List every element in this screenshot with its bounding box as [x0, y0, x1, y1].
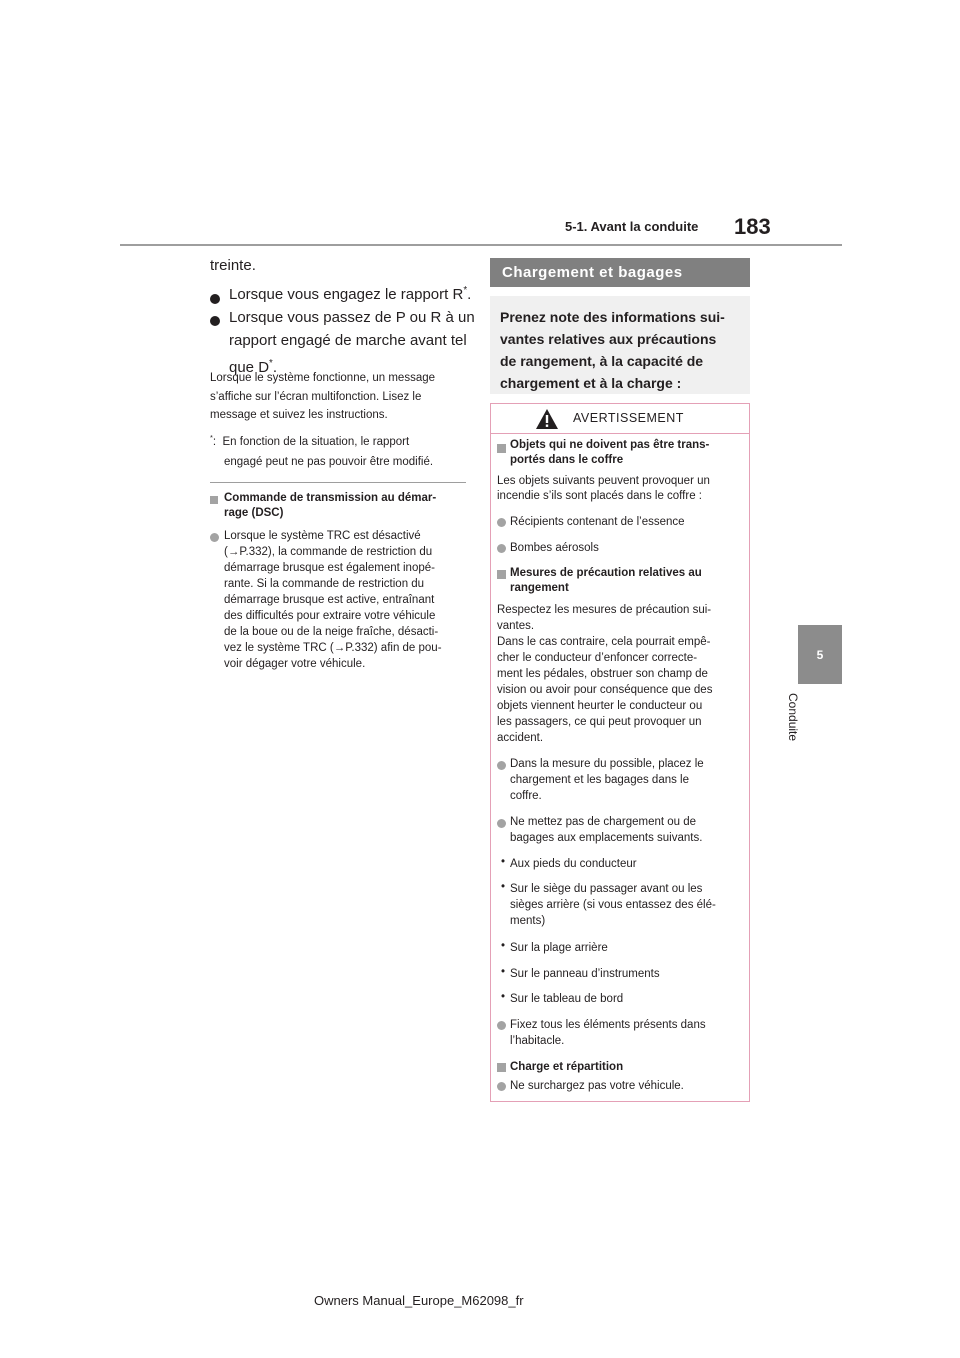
page-number: 183	[734, 214, 771, 239]
location-item: Sur le panneau d’instruments	[510, 968, 660, 980]
circle-bullet-icon	[210, 533, 219, 542]
circle-bullet-icon	[497, 544, 506, 553]
circle-bullet-icon	[497, 819, 506, 828]
warning-triangle-icon	[535, 408, 559, 430]
square-bullet-icon	[497, 570, 506, 579]
warning-text: Respectez les mesures de précaution sui- vantes. Dans le cas contraire, cela pourrait empê- cher le conducteur d’enfoncer correcte- ment les pédales, obstruer son champ de vision ou avoir pour conséquence que des objets viennent heurter le conducteur ou les passagers, ce qui peut provoquer un accident.	[497, 604, 713, 744]
warning-subheading: Charge et répartition	[510, 1061, 624, 1073]
dot-marker: •	[501, 991, 506, 1003]
warning-list-item: Ne mettez pas de chargement ou de bagages aux emplacements suivants.	[510, 816, 703, 844]
warning-subheading: Mesures de précaution relatives au rangement	[510, 567, 702, 594]
chapter-tab	[798, 625, 842, 684]
footer-doc-id: Owners Manual_Europe_M62098_fr	[314, 1293, 524, 1308]
warning-text: Les objets suivants peuvent provoquer un incendie s’ils sont placés dans le coffre :	[497, 475, 710, 502]
warning-title: AVERTISSEMENT	[573, 411, 684, 425]
dsc-paragraph: Lorsque le système TRC est désactivé (→P.332), la commande de restriction du démarrage brusque est également inopé- rante. Si la commande de restriction du démarrage brusque est active, entraînant des difficultés pour extraire votre véhicule de la boue ou de la neige fraîche, désacti- vez le système TRC (→P.332) afin de pou- voir dégager votre véhicule.	[224, 530, 442, 670]
intro-box	[490, 296, 750, 394]
footnote: *: En fonction de la situation, le rapport engagé peut ne pas pouvoir être modifié.	[210, 433, 434, 468]
dot-marker: •	[501, 966, 506, 978]
dot-marker: •	[501, 856, 506, 868]
warning-box	[490, 403, 750, 1102]
warning-list-item: Ne surchargez pas votre véhicule.	[510, 1080, 684, 1092]
chapter-number: 5	[816, 647, 824, 662]
warning-list-item: Fixez tous les éléments présents dans l’habitacle.	[510, 1019, 706, 1047]
section-heading: Chargement et bagages	[490, 258, 750, 287]
warning-list-item: Bombes aérosols	[510, 542, 599, 554]
continuation-text: treinte.	[210, 257, 256, 274]
location-item: Aux pieds du conducteur	[510, 858, 637, 870]
warning-header	[491, 404, 749, 434]
section-divider	[210, 482, 466, 483]
chapter-title: Conduite	[786, 693, 800, 742]
warning-list-item: Dans la mesure du possible, placez le chargement et les bagages dans le coffre.	[510, 758, 704, 802]
bullet-item-forward: Lorsque vous passez de P ou R à un rapport engagé de marche avant tel que D*.	[229, 309, 475, 376]
dot-marker: •	[501, 940, 506, 952]
square-bullet-icon	[210, 496, 218, 504]
section-label: 5-1. Avant la conduite	[565, 219, 699, 234]
header-rule	[120, 244, 842, 246]
chapter-title-wrap	[786, 693, 806, 763]
location-item: Sur la plage arrière	[510, 942, 608, 954]
intro-text: Prenez note des informations sui- vantes relatives aux précautions de rangement, à la capacité de chargement et à la charge :	[500, 309, 725, 391]
bullet-icon	[210, 294, 220, 304]
dot-marker: •	[501, 881, 506, 893]
circle-bullet-icon	[497, 518, 506, 527]
circle-bullet-icon	[497, 1021, 506, 1030]
square-bullet-icon	[497, 444, 506, 453]
location-item: Sur le siège du passager avant ou les sièges arrière (si vous entassez des élé- ments)	[510, 883, 716, 927]
dsc-heading: Commande de transmission au démar- rage (DSC)	[224, 492, 437, 519]
warning-subheading: Objets qui ne doivent pas être trans- portés dans le coffre	[510, 439, 710, 466]
location-item: Sur le tableau de bord	[510, 993, 624, 1005]
square-bullet-icon	[497, 1063, 506, 1072]
warning-list-item: Récipients contenant de l’essence	[510, 516, 685, 528]
bullet-item-reverse: Lorsque vous engagez le rapport R*.	[229, 285, 472, 303]
circle-bullet-icon	[497, 761, 506, 770]
circle-bullet-icon	[497, 1082, 506, 1091]
message-paragraph: Lorsque le système fonctionne, un message s’affiche sur l’écran multifonction. Lisez le message et suivez les instructions.	[210, 372, 436, 421]
bullet-icon	[210, 316, 220, 326]
